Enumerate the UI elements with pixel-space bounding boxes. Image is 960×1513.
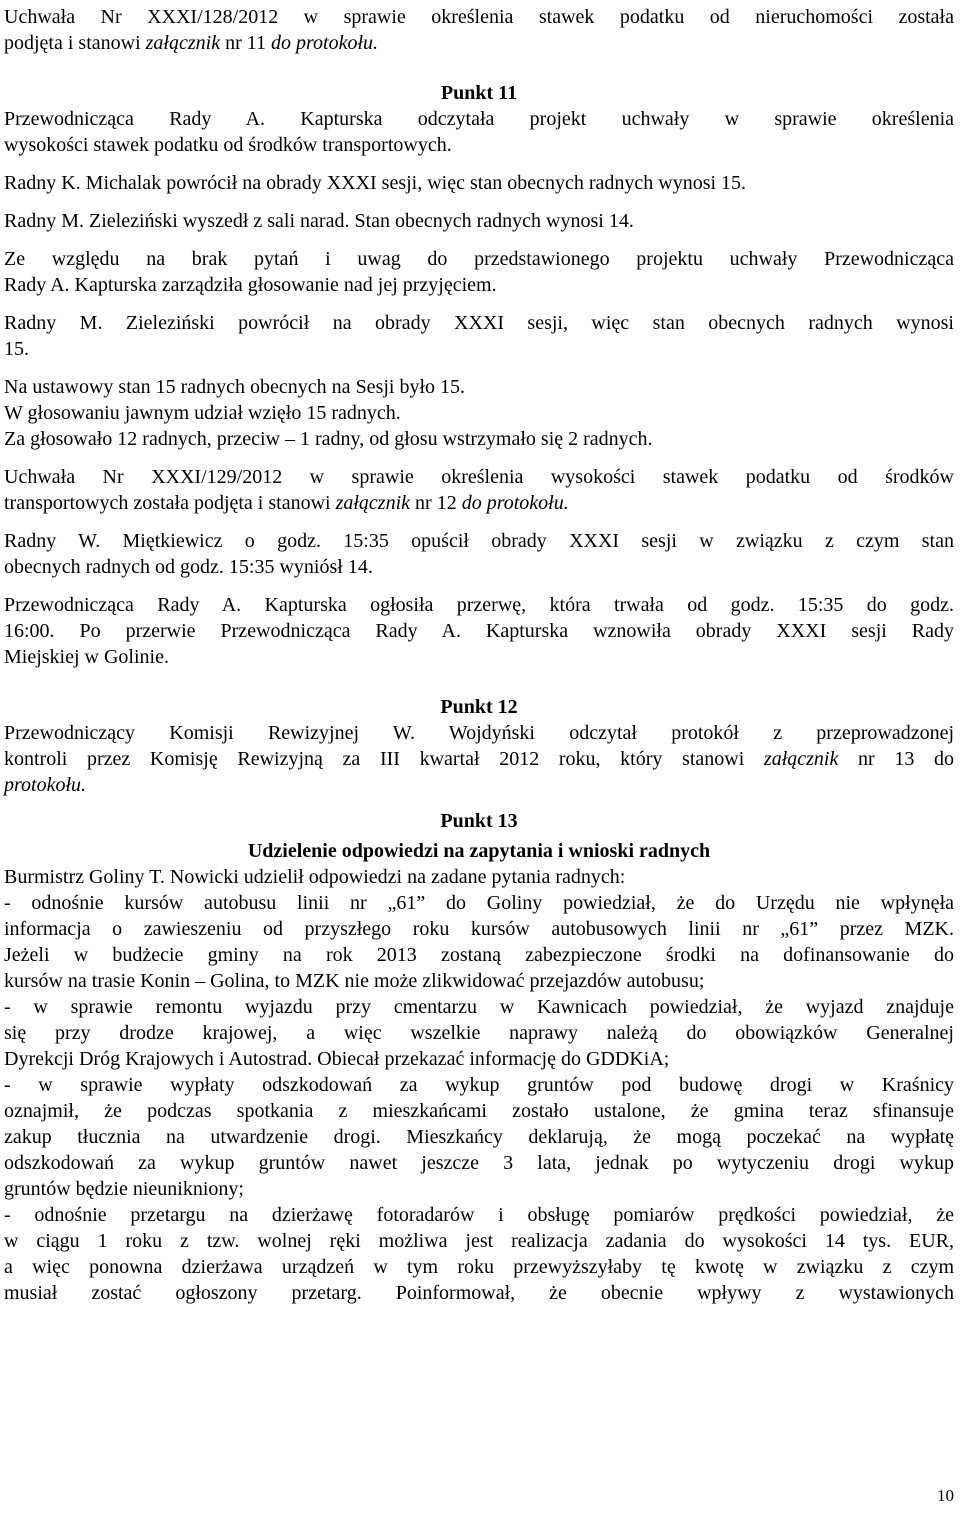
resolution-129-line1: Uchwała Nr XXXI/129/2012 w sprawie określenia wysokości stawek podatku od środków <box>4 466 954 488</box>
paragraph-line: Miejskiej w Golinie. <box>4 646 169 668</box>
paragraph-line: Radny M. Zieleziński wyszedł z sali narad. Stan obecnych radnych wynosi 14. <box>4 210 634 232</box>
section-heading-punkt-12: Punkt 12 <box>440 696 518 718</box>
paragraph-line: Ze względu na brak pytań i uwag do przedstawionego projektu uchwały Przewodnicząca <box>4 248 954 270</box>
paragraph-line: Przewodniczący Komisji Rewizyjnej W. Wojdyński odczytał protokół z przeprowadzonej <box>4 722 954 744</box>
paragraph-line: obecnych radnych od godz. 15:35 wyniósł 14. <box>4 556 373 578</box>
resolution-129-line2: transportowych została podjęta i stanowi załącznik nr 12 do protokołu. <box>4 492 569 514</box>
paragraph-line: Dyrekcji Dróg Krajowych i Autostrad. Obiecał przekazać informację do GDDKiA; <box>4 1048 670 1070</box>
paragraph-line: musiał zostać ogłoszony przetarg. Poinformował, że obecnie wpływy z wystawionych <box>4 1282 954 1304</box>
paragraph-line: Burmistrz Goliny T. Nowicki udzielił odpowiedzi na zadane pytania radnych: <box>4 866 626 888</box>
paragraph-line: Radny W. Miętkiewicz o godz. 15:35 opuścił obrady XXXI sesji w związku z czym stan <box>4 530 954 552</box>
paragraph-line: wysokości stawek podatku od środków transportowych. <box>4 134 452 156</box>
paragraph-line: kursów na trasie Konin – Golina, to MZK nie może zlikwidować przejazdów autobusu; <box>4 970 705 992</box>
vote-summary-line: W głosowaniu jawnym udział wzięło 15 radnych. <box>4 402 401 424</box>
document-page <box>4 0 954 1306</box>
section-heading-punkt-11: Punkt 11 <box>440 82 518 104</box>
resolution-128-line1: Uchwała Nr XXXI/128/2012 w sprawie określenia stawek podatku od nieruchomości została <box>4 6 954 28</box>
vote-summary-line: Za głosowało 12 radnych, przeciw – 1 radny, od głosu wstrzymało się 2 radnych. <box>4 428 653 450</box>
paragraph-line: Radny K. Michalak powrócił na obrady XXXI sesji, więc stan obecnych radnych wynosi 15. <box>4 172 747 194</box>
paragraph-line: informacja o zawieszeniu od przyszłego roku kursów autobusowych linii nr „61” przez MZK. <box>4 918 954 940</box>
paragraph-line: a więc ponowna dzierżawa urządzeń w tym roku przewyższyłaby tę kwotę w związku z czym <box>4 1256 954 1278</box>
paragraph-line: Jeżeli w budżecie gminy na rok 2013 zostaną zabezpieczone środki na dofinansowanie do <box>4 944 954 966</box>
resolution-128-line2: podjęta i stanowi załącznik nr 11 do protokołu. <box>4 32 379 54</box>
paragraph-line: - w sprawie wypłaty odszkodowań za wykup gruntów pod budowę drogi w Kraśnicy <box>4 1074 954 1096</box>
paragraph-line: w ciągu 1 roku z tzw. wolnej ręki możliwa jest realizacja zadania do wysokości 14 tys. EUR, <box>4 1230 954 1252</box>
paragraph-line: Przewodnicząca Rady A. Kapturska odczytała projekt uchwały w sprawie określenia <box>4 108 954 130</box>
section-subheading: Udzielenie odpowiedzi na zapytania i wnioski radnych <box>247 840 711 862</box>
paragraph-line: Przewodnicząca Rady A. Kapturska ogłosiła przerwę, która trwała od godz. 15:35 do godz. <box>4 594 954 616</box>
paragraph-line: oznajmił, że podczas spotkania z mieszkańcami zostało ustalone, że gmina teraz sfinansuje <box>4 1100 954 1122</box>
paragraph-line: - w sprawie remontu wyjazdu przy cmentarzu w Kawnicach powiedział, że wyjazd znajduje <box>4 996 954 1018</box>
paragraph-line: odszkodowań za wykup gruntów nawet jeszcze 3 lata, jednak po wytyczeniu drogi wykup <box>4 1152 954 1174</box>
paragraph-line: się przy drodze krajowej, a więc wszelkie naprawy należą do obowiązków Generalnej <box>4 1022 954 1044</box>
paragraph-line: - odnośnie przetargu na dzierżawę fotoradarów i obsługę pomiarów prędkości powiedział, że <box>4 1204 954 1226</box>
paragraph-line: protokołu. <box>4 774 87 796</box>
paragraph-line: zakup tłucznia na utwardzenie drogi. Mieszkańcy deklarują, że mogą poczekać na wypłatę <box>4 1126 954 1148</box>
paragraph-line: kontroli przez Komisję Rewizyjną za III kwartał 2012 roku, który stanowi załącznik nr 13 do <box>4 748 954 770</box>
vote-summary-line: Na ustawowy stan 15 radnych obecnych na Sesji było 15. <box>4 376 466 398</box>
paragraph-line: gruntów będzie nieunikniony; <box>4 1178 244 1200</box>
paragraph-line: Rady A. Kapturska zarządziła głosowanie nad jej przyjęciem. <box>4 274 497 296</box>
paragraph-line: - odnośnie kursów autobusu linii nr „61” do Goliny powiedział, że do Urzędu nie wpłynęła <box>4 892 954 914</box>
paragraph-line: 15. <box>4 338 29 360</box>
paragraph-line: Radny M. Zieleziński powrócił na obrady XXXI sesji, więc stan obecnych radnych wynosi <box>4 312 954 334</box>
page-number: 10 <box>937 1486 954 1505</box>
section-heading-punkt-13: Punkt 13 <box>440 810 518 832</box>
paragraph-line: 16:00. Po przerwie Przewodnicząca Rady A. Kapturska wznowiła obrady XXXI sesji Rady <box>4 620 954 642</box>
